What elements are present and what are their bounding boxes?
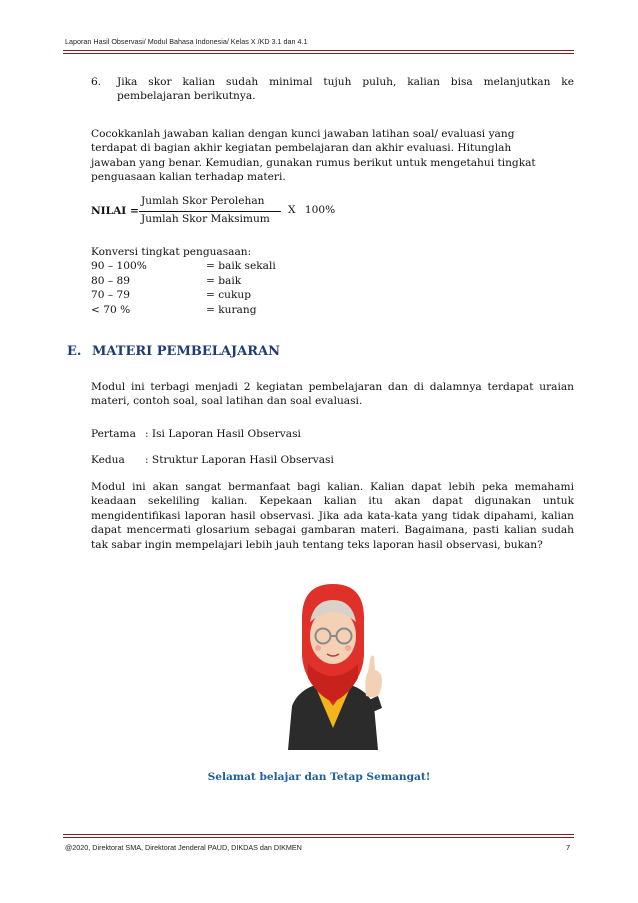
formula-multiplier: X 100% bbox=[288, 204, 336, 216]
teacher-pointing-up-icon bbox=[278, 578, 388, 750]
list-item-text: Jika skor kalian sudah minimal tujuh puluh, kalian bisa melanjutkan ke pembelajaran berikutnya. bbox=[117, 76, 574, 103]
conversion-range: 80 – 89 bbox=[91, 274, 130, 287]
list-item-number: 6. bbox=[91, 76, 102, 88]
conversion-value: = baik bbox=[206, 274, 242, 287]
section-letter: E. bbox=[67, 344, 82, 359]
page-header: Laporan Hasil Observasi/ Modul Bahasa Indonesia/ Kelas X /KD 3.1 dan 4.1 bbox=[65, 37, 308, 46]
fraction-bar bbox=[139, 211, 281, 212]
section-intro: Modul ini terbagi menjadi 2 kegiatan pembelajaran dan di dalamnya terdapat uraian materi, contoh soal, soal latihan dan soal evaluasi. bbox=[91, 381, 574, 408]
conversion-range: < 70 % bbox=[91, 303, 131, 316]
footer-rule-thin bbox=[63, 834, 574, 835]
kegiatan-label: Kedua bbox=[91, 454, 125, 466]
kegiatan-content: : Isi Laporan Hasil Observasi bbox=[145, 428, 301, 440]
formula-numerator: Jumlah Skor Perolehan bbox=[141, 195, 265, 207]
page-number: 7 bbox=[566, 843, 571, 852]
kegiatan-content: : Struktur Laporan Hasil Observasi bbox=[145, 454, 334, 466]
footer-rule bbox=[63, 837, 574, 838]
closing-message: Selamat belajar dan Tetap Semangat! bbox=[207, 771, 431, 783]
formula-denominator: Jumlah Skor Maksimum bbox=[141, 213, 270, 225]
conversion-row bbox=[91, 259, 391, 273]
conversion-row bbox=[91, 288, 391, 302]
conversion-value: = baik sekali bbox=[206, 260, 276, 273]
header-rule-thin bbox=[63, 53, 574, 54]
instructions-paragraph: Cocokkanlah jawaban kalian dengan kunci jawaban latihan soal/ evaluasi yang terdapat di bagian akhir kegiatan pembelajaran dan akhir evaluasi. Hitunglah jawaban yang benar. Kemudian, gunakan rumus berikut untuk mengetahui tingkat penguasaan kalian terhadap materi. bbox=[91, 128, 536, 184]
conversion-range: 70 – 79 bbox=[91, 289, 130, 302]
section-body: Modul ini akan sangat bermanfaat bagi kalian. Kalian dapat lebih peka memahami keadaan sekeliling kalian. Kepekaan kalian itu akan dapat digunakan untuk mengidentifikasi laporan hasil observasi. Jika ada kata-kata yang tidak dipahami, kalian dapat mencermati glosarium sebagai gambaran materi. Bagaimana, pasti kalian sudah tak sabar ingin mempelajari lebih jauh tentang teks laporan hasil observasi, bukan? bbox=[91, 481, 574, 551]
conversion-row bbox=[91, 303, 391, 317]
kegiatan-label: Pertama bbox=[91, 428, 136, 440]
conversion-title-row bbox=[91, 245, 391, 259]
formula-label: NILAI = bbox=[91, 205, 139, 217]
conversion-value: = cukup bbox=[206, 289, 252, 302]
page-footer: @2020, Direktorat SMA, Direktorat Jenderal PAUD, DIKDAS dan DIKMEN bbox=[65, 843, 302, 852]
conversion-table bbox=[91, 245, 391, 317]
conversion-title: Konversi tingkat penguasaan: bbox=[91, 246, 252, 258]
conversion-row bbox=[91, 274, 391, 288]
header-rule bbox=[63, 50, 574, 51]
conversion-range: 90 – 100% bbox=[91, 260, 147, 273]
section-title: MATERI PEMBELAJARAN bbox=[92, 344, 280, 359]
conversion-value: = kurang bbox=[206, 303, 257, 316]
